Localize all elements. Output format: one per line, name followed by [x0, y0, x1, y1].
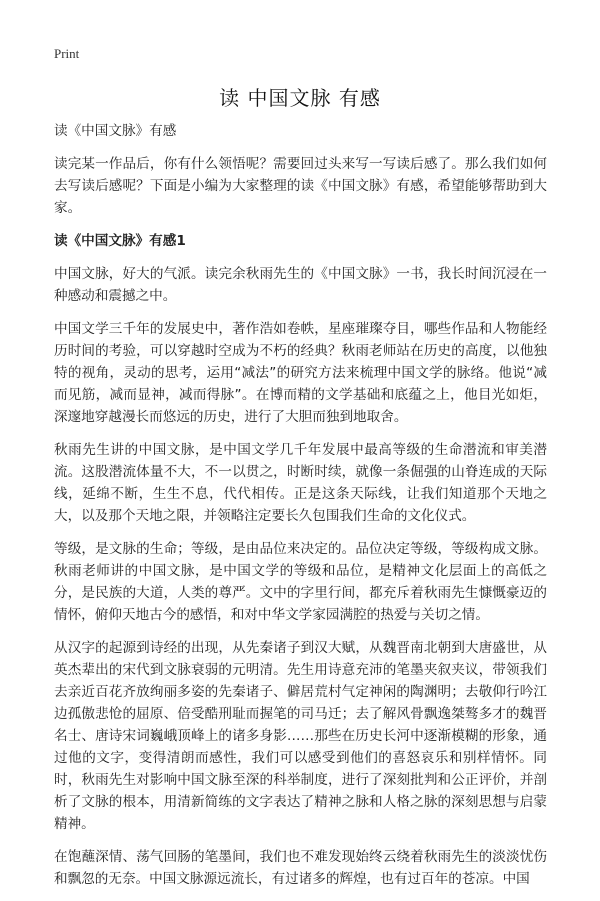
paragraph: 中国文学三千年的发展史中，著作浩如卷帙，星座璀璨夺目，哪些作品和人物能经历时间的考验，可以穿越时空成为不朽的经典？秋雨老师站在历史的高度，以他独特的视角，灵动的思考，运用“减法”的研究方法来梳理中国文学的脉络。他说“减而见筋，减而显神，减而得脉”。在博而精的文学基础和底蕴之上，他目光如炬，深邃地穿越漫长而悠远的历史，进行了大胆而独到地取舍。 [54, 321, 547, 425]
intro-paragraph: 读完某一作品后，你有什么领悟呢？需要回过头来写一写读后感了。那么我们如何去写读后感呢？下面是小编为大家整理的读《中国文脉》有感，希望能够帮助到大家。 [54, 156, 547, 216]
paragraph: 中国文脉，好大的气派。读完余秋雨先生的《中国文脉》一书，我长时间沉浸在一种感动和震撼之中。 [54, 266, 547, 304]
article-subtitle: 读《中国文脉》有感 [54, 123, 177, 139]
paragraph: 在饱蘸深情、荡气回肠的笔墨间，我们也不难发现始终云绕着秋雨先生的淡淡忧伤和飘忽的无奈。中国文脉源远流长，有过诸多的辉煌，也有过百年的苍凉。中国 [54, 849, 547, 887]
print-label[interactable]: Print [54, 46, 80, 61]
article-body [54, 120, 547, 901]
paragraph: 从汉字的起源到诗经的出现，从先秦诸子到汉大赋，从魏晋南北朝到大唐盛世，从英杰辈出的宋代到文脉衰弱的元明清。先生用诗意充沛的笔墨夹叙夹议，带领我们去亲近百花齐放绚丽多姿的先秦诸子、僻居荒村气定神闲的陶渊明；去敬仰行吟江边孤傲悲怆的屈原、倍受酷刑耻而握笔的司马迁；去了解风骨飘逸桀骜多才的魏晋名士、唐诗宋词巍峨顶峰上的诸多身影……那些在历史长河中逐渐模糊的形象，通过他的文字，变得清朗而感性，我们可以感受到他们的喜怒哀乐和别样情怀。同时，秋雨先生对影响中国文脉至深的科举制度，进行了深刻批判和公正评价，并剖析了文脉的根本，用清新简练的文字表达了精神之脉和人格之脉的深刻思想与启蒙精神。 [54, 640, 547, 832]
page-title: 读 中国文脉 有感 [219, 86, 381, 110]
section-heading: 读《中国文脉》有感1 [54, 233, 186, 249]
paragraph: 等级，是文脉的生命；等级，是由品位来决定的。品位决定等级，等级构成文脉。秋雨老师讲的中国文脉，是中国文学的等级和品位，是精神文化层面上的高低之分，是民族的大道，人类的尊严。文中的字里行间，都充斥着秋雨先生慷慨豪迈的情怀，俯仰天地古今的感悟，和对中华文学家园满腔的热爱与关切之情。 [54, 541, 547, 623]
paragraph: 秋雨先生讲的中国文脉，是中国文学几千年发展中最高等级的生命潜流和审美潜流。这股潜流体量不大，不一以贯之，时断时续，就像一条倔强的山脊连成的天际线，延绵不断，生生不息，代代相传。正是这条天际线，让我们知道那个天地之大，以及那个天地之限，并领略注定要长久包围我们生命的文化仪式。 [54, 442, 547, 524]
